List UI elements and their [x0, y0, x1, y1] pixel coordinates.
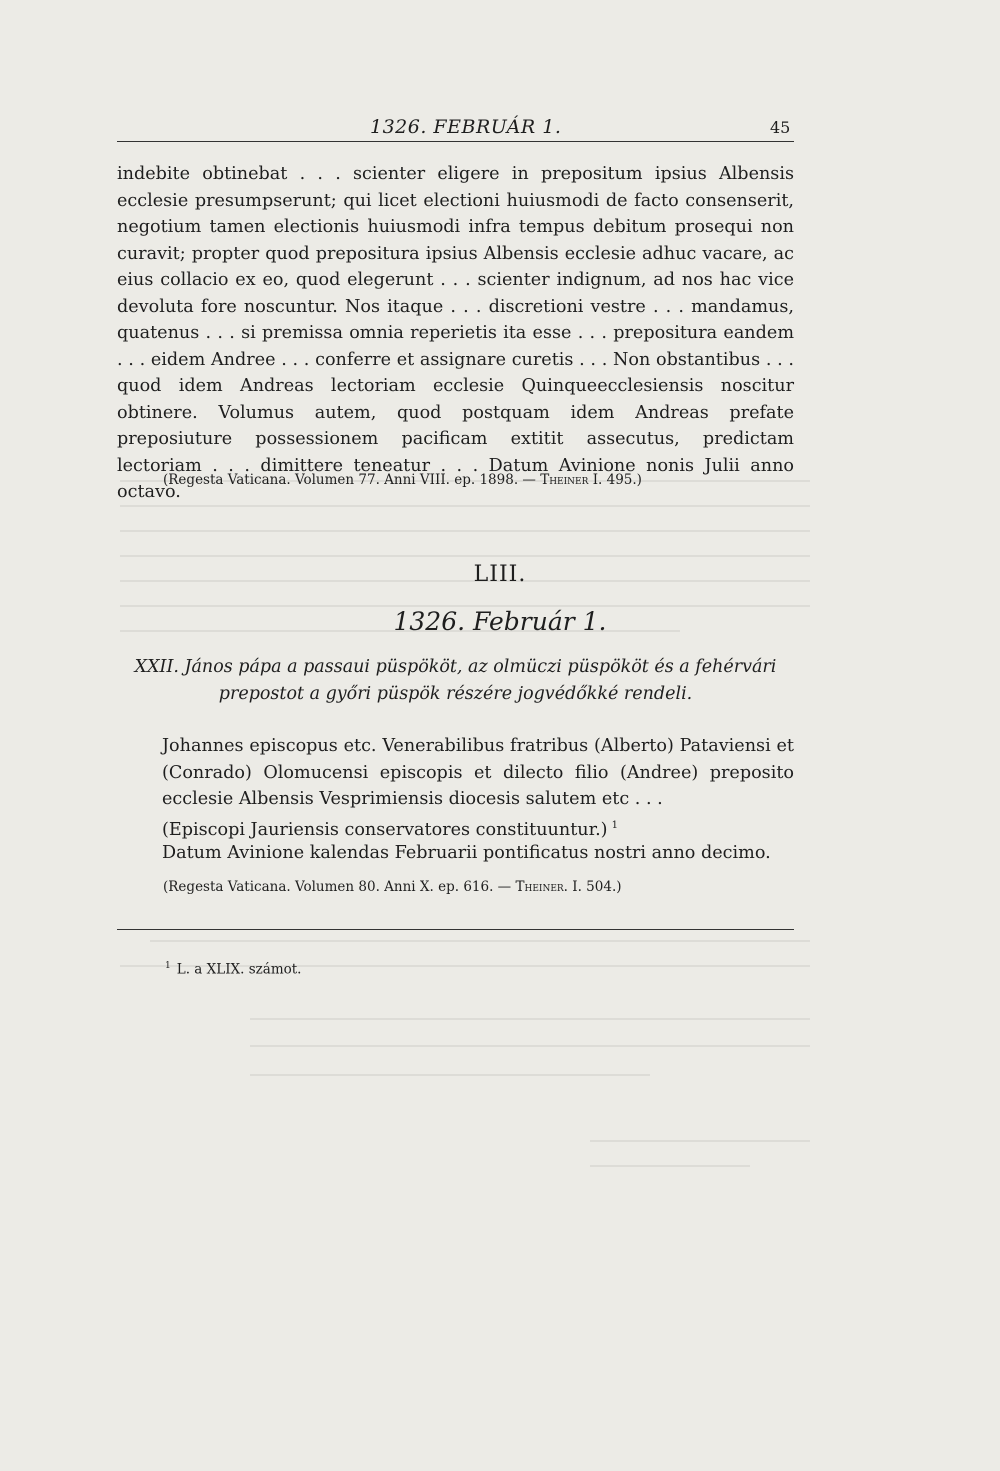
- citation-author: Theiner.: [515, 879, 568, 895]
- citation-current-document: [163, 877, 803, 897]
- footnote-mark: 1: [165, 961, 171, 971]
- footnote: [165, 961, 301, 978]
- citation-source: (Regesta Vaticana. Volumen 80. Anni X. ep. 616. —: [163, 879, 516, 895]
- citation-reference: I. 504.): [567, 879, 622, 895]
- document-summary: XXII. János pápa a passaui püspököt, az olmüczi püspököt és a fehérvári prepostot a győri püspök részére jogvédőkké rendeli.: [134, 657, 777, 704]
- footnote-rule: [117, 929, 794, 930]
- page-number: 45: [770, 118, 791, 137]
- document-paragraph-3: Datum Avinione kalendas Februarii pontificatus nostri anno decimo.: [162, 843, 771, 863]
- citation-reference: I. 495.): [588, 472, 642, 488]
- document-paragraph-1: Johannes episcopus etc. Venerabilibus fratribus (Alberto) Pataviensi et (Conrado) Olomucensi episcopis et dilecto filio (Andree) preposito ecclesie Albensis Vesprimiensis diocesis salutem etc . . .: [162, 736, 794, 809]
- citation-source: (Regesta Vaticana. Volumen 77. Anni VIII. ep. 1898. —: [163, 472, 541, 488]
- header-rule: [117, 141, 794, 142]
- footnote-reference-mark: 1: [611, 820, 618, 831]
- document-number: LIII.: [473, 562, 527, 587]
- document-paragraph-2: [117, 813, 794, 843]
- paragraph-2-text: (Episcopi Jauriensis conservatores constituuntur.): [162, 819, 608, 840]
- footnote-text: L. a XLIX. számot.: [176, 961, 302, 978]
- document-date: 1326. Február 1.: [393, 607, 607, 636]
- citation-author: Theiner: [540, 472, 589, 488]
- running-header-title: 1326. FEBRUÁR 1.: [370, 116, 562, 138]
- citation-previous-document: [163, 470, 803, 490]
- continued-document-text: indebite obtinebat . . . scienter eligere in prepositum ipsius Albensis ecclesie presumpserunt; qui licet electioni huiusmodi de facto consenserit, negotium tamen electionis huiusmodi infra tempus debitum prosequi non curavit; propter quod prepositura ipsius Albensis ecclesie adhuc vacare, ac eius collacio ex eo, quod elegerunt . . . scienter indignum, ad nos hac vice devoluta fore noscuntur. Nos itaque . . . discretioni vestre . . . mandamus, quatenus . . . si premissa omnia reperietis ita esse . . . prepositura eandem . . . eidem Andree . . . conferre et assignare curetis . . . Non obstantibus . . . quod idem Andreas lectoriam ecclesie Quinqueecclesiensis noscitur obtinere. Volumus autem, quod postquam idem Andreas prefate preposiuture possessionem pacificam extitit assecutus, predictam lectoriam . . . dimittere teneatur . . . Datum Avinione nonis Julii anno octavo.: [117, 164, 794, 502]
